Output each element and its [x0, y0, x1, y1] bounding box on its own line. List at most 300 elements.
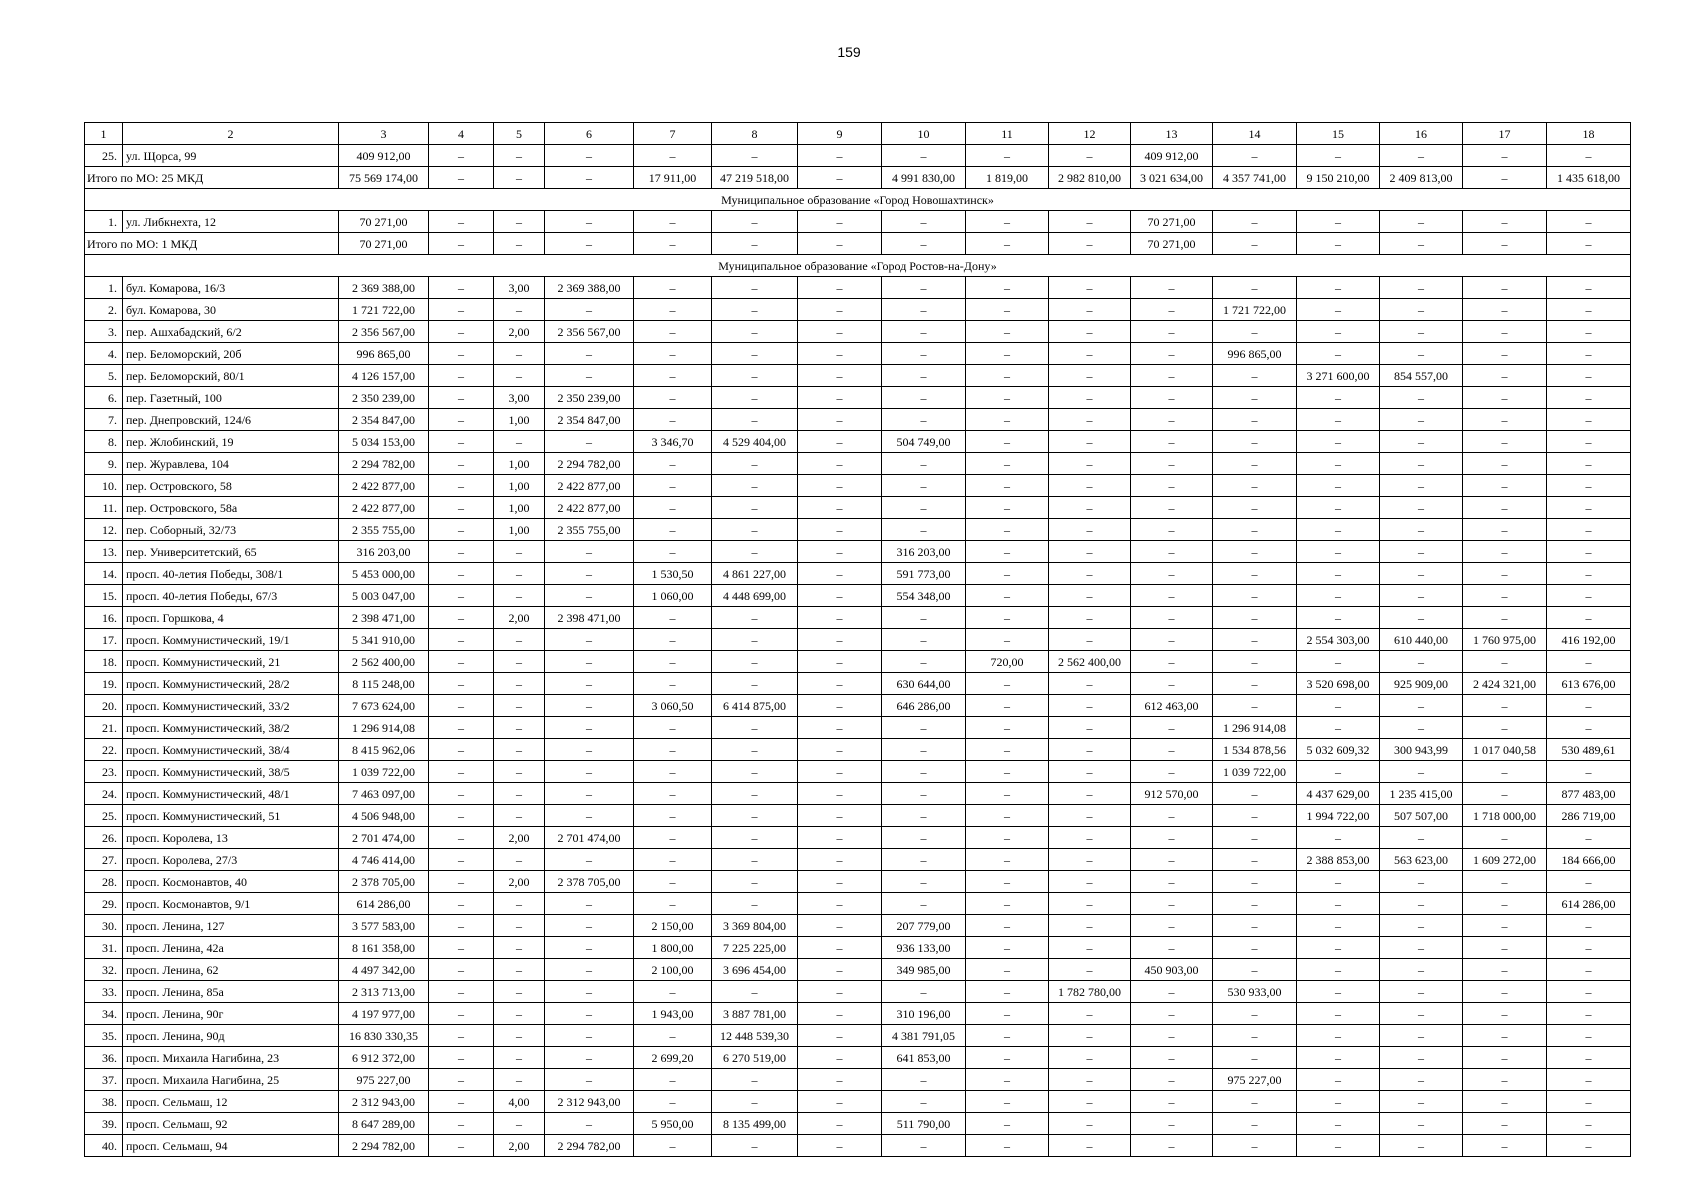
- value-cell: –: [882, 343, 966, 365]
- value-cell: –: [1297, 1091, 1380, 1113]
- table-row: [85, 629, 1631, 651]
- value-cell: –: [798, 651, 882, 673]
- value-cell: –: [1547, 365, 1631, 387]
- value-cell: –: [494, 211, 545, 233]
- value-cell: –: [1380, 497, 1463, 519]
- address-cell: пер. Ашхабадский, 6/2: [123, 321, 339, 343]
- value-cell: –: [545, 563, 634, 585]
- value-cell: –: [798, 673, 882, 695]
- address-cell: просп. Коммунистический, 38/5: [123, 761, 339, 783]
- row-number: 9.: [85, 453, 123, 475]
- value-cell: –: [1380, 871, 1463, 893]
- value-cell: –: [634, 629, 712, 651]
- value-cell: 591 773,00: [882, 563, 966, 585]
- value-cell: –: [1131, 431, 1213, 453]
- table-row: [85, 365, 1631, 387]
- value-cell: –: [966, 299, 1049, 321]
- value-cell: 2 701 474,00: [545, 827, 634, 849]
- value-cell: –: [1297, 937, 1380, 959]
- column-number: 7: [634, 123, 712, 145]
- row-number: 21.: [85, 717, 123, 739]
- value-cell: –: [798, 1091, 882, 1113]
- value-cell: –: [429, 849, 494, 871]
- value-cell: –: [1049, 849, 1131, 871]
- value-cell: –: [1463, 453, 1547, 475]
- value-cell: 2 699,20: [634, 1047, 712, 1069]
- value-cell: 8 415 962,06: [339, 739, 429, 761]
- value-cell: –: [1463, 871, 1547, 893]
- value-cell: –: [712, 1069, 798, 1091]
- value-cell: –: [966, 1003, 1049, 1025]
- value-cell: –: [1297, 761, 1380, 783]
- value-cell: –: [634, 299, 712, 321]
- value-cell: –: [1547, 277, 1631, 299]
- value-cell: –: [1380, 431, 1463, 453]
- value-cell: 8 647 289,00: [339, 1113, 429, 1135]
- value-cell: 4 126 157,00: [339, 365, 429, 387]
- value-cell: –: [545, 1003, 634, 1025]
- value-cell: –: [1463, 321, 1547, 343]
- value-cell: –: [1547, 827, 1631, 849]
- value-cell: –: [494, 959, 545, 981]
- value-cell: 996 865,00: [1213, 343, 1297, 365]
- value-cell: –: [1049, 761, 1131, 783]
- value-cell: –: [1213, 673, 1297, 695]
- value-cell: 2 378 705,00: [339, 871, 429, 893]
- value-cell: –: [1131, 1025, 1213, 1047]
- value-cell: –: [634, 739, 712, 761]
- value-cell: –: [1131, 739, 1213, 761]
- address-cell: просп. Михаила Нагибина, 25: [123, 1069, 339, 1091]
- value-cell: –: [882, 739, 966, 761]
- value-cell: –: [882, 497, 966, 519]
- value-cell: –: [1297, 1069, 1380, 1091]
- value-cell: –: [494, 981, 545, 1003]
- value-cell: –: [712, 717, 798, 739]
- value-cell: –: [1213, 233, 1297, 255]
- value-cell: 2 294 782,00: [339, 1135, 429, 1157]
- value-cell: –: [882, 211, 966, 233]
- value-cell: –: [1297, 717, 1380, 739]
- value-cell: –: [798, 475, 882, 497]
- value-cell: –: [429, 717, 494, 739]
- value-cell: –: [966, 739, 1049, 761]
- value-cell: –: [545, 343, 634, 365]
- value-cell: 8 115 248,00: [339, 673, 429, 695]
- value-cell: –: [545, 1025, 634, 1047]
- value-cell: 2 354 847,00: [339, 409, 429, 431]
- value-cell: –: [1213, 211, 1297, 233]
- value-cell: –: [429, 1091, 494, 1113]
- value-cell: –: [712, 453, 798, 475]
- value-cell: –: [966, 849, 1049, 871]
- value-cell: –: [545, 233, 634, 255]
- row-number: 35.: [85, 1025, 123, 1047]
- value-cell: –: [798, 365, 882, 387]
- value-cell: –: [1049, 453, 1131, 475]
- value-cell: –: [798, 937, 882, 959]
- value-cell: 2 356 567,00: [545, 321, 634, 343]
- value-cell: –: [1297, 431, 1380, 453]
- address-cell: пер. Газетный, 100: [123, 387, 339, 409]
- value-cell: –: [1213, 145, 1297, 167]
- row-number: 8.: [85, 431, 123, 453]
- value-cell: –: [1049, 1135, 1131, 1157]
- section-title: Муниципальное образование «Город Новошахтинск»: [85, 189, 1631, 211]
- value-cell: –: [429, 585, 494, 607]
- value-cell: 2 422 877,00: [339, 497, 429, 519]
- value-cell: 1 609 272,00: [1463, 849, 1547, 871]
- value-cell: –: [882, 365, 966, 387]
- value-cell: –: [1297, 1003, 1380, 1025]
- column-number: 18: [1547, 123, 1631, 145]
- row-number: 19.: [85, 673, 123, 695]
- value-cell: –: [798, 277, 882, 299]
- value-cell: –: [712, 365, 798, 387]
- value-cell: –: [494, 849, 545, 871]
- value-cell: –: [545, 981, 634, 1003]
- value-cell: 4 506 948,00: [339, 805, 429, 827]
- value-cell: –: [882, 145, 966, 167]
- value-cell: –: [966, 673, 1049, 695]
- value-cell: –: [429, 343, 494, 365]
- value-cell: –: [1380, 211, 1463, 233]
- value-cell: –: [494, 299, 545, 321]
- value-cell: –: [429, 959, 494, 981]
- value-cell: –: [1380, 761, 1463, 783]
- row-number: 13.: [85, 541, 123, 563]
- value-cell: –: [798, 343, 882, 365]
- value-cell: –: [966, 321, 1049, 343]
- value-cell: –: [966, 607, 1049, 629]
- table-row: [85, 211, 1631, 233]
- value-cell: 184 666,00: [1547, 849, 1631, 871]
- value-cell: –: [966, 409, 1049, 431]
- value-cell: –: [494, 717, 545, 739]
- value-cell: 1 943,00: [634, 1003, 712, 1025]
- value-cell: –: [545, 1069, 634, 1091]
- value-cell: –: [1131, 1069, 1213, 1091]
- value-cell: –: [429, 805, 494, 827]
- value-cell: –: [634, 277, 712, 299]
- value-cell: –: [634, 1091, 712, 1113]
- value-cell: 2 313 713,00: [339, 981, 429, 1003]
- table-row: [85, 673, 1631, 695]
- value-cell: –: [712, 805, 798, 827]
- row-number: 31.: [85, 937, 123, 959]
- total-row: [85, 233, 1631, 255]
- value-cell: –: [1463, 475, 1547, 497]
- column-number: 15: [1297, 123, 1380, 145]
- value-cell: –: [798, 541, 882, 563]
- value-cell: –: [1131, 1113, 1213, 1135]
- value-cell: –: [1131, 651, 1213, 673]
- value-cell: 1 060,00: [634, 585, 712, 607]
- value-cell: –: [1131, 717, 1213, 739]
- value-cell: –: [1049, 431, 1131, 453]
- address-cell: ул. Либкнехта, 12: [123, 211, 339, 233]
- value-cell: 613 676,00: [1547, 673, 1631, 695]
- value-cell: 925 909,00: [1380, 673, 1463, 695]
- capital-repair-table: [84, 122, 1631, 1157]
- value-cell: –: [545, 695, 634, 717]
- value-cell: 1 800,00: [634, 937, 712, 959]
- value-cell: –: [1297, 497, 1380, 519]
- value-cell: –: [1547, 497, 1631, 519]
- address-cell: просп. Ленина, 62: [123, 959, 339, 981]
- value-cell: –: [882, 827, 966, 849]
- value-cell: –: [1049, 563, 1131, 585]
- row-number: 26.: [85, 827, 123, 849]
- value-cell: –: [634, 717, 712, 739]
- value-cell: –: [1049, 387, 1131, 409]
- value-cell: –: [494, 1069, 545, 1091]
- value-cell: 17 911,00: [634, 167, 712, 189]
- value-cell: –: [1463, 365, 1547, 387]
- value-cell: 614 286,00: [1547, 893, 1631, 915]
- value-cell: 854 557,00: [1380, 365, 1463, 387]
- value-cell: –: [882, 1091, 966, 1113]
- value-cell: –: [1213, 959, 1297, 981]
- value-cell: –: [1213, 827, 1297, 849]
- value-cell: –: [1547, 695, 1631, 717]
- value-cell: –: [1297, 585, 1380, 607]
- column-number: 12: [1049, 123, 1131, 145]
- row-number: 18.: [85, 651, 123, 673]
- value-cell: –: [1380, 893, 1463, 915]
- value-cell: –: [634, 519, 712, 541]
- value-cell: –: [1547, 321, 1631, 343]
- value-cell: 1 435 618,00: [1547, 167, 1631, 189]
- value-cell: –: [712, 321, 798, 343]
- row-number: 37.: [85, 1069, 123, 1091]
- value-cell: –: [1049, 1069, 1131, 1091]
- value-cell: –: [1049, 739, 1131, 761]
- value-cell: –: [1049, 717, 1131, 739]
- value-cell: –: [1297, 1113, 1380, 1135]
- value-cell: –: [1049, 607, 1131, 629]
- row-number: 40.: [85, 1135, 123, 1157]
- value-cell: –: [798, 563, 882, 585]
- value-cell: –: [966, 343, 1049, 365]
- address-cell: просп. Королева, 13: [123, 827, 339, 849]
- value-cell: –: [545, 1113, 634, 1135]
- value-cell: –: [634, 453, 712, 475]
- value-cell: –: [798, 1069, 882, 1091]
- value-cell: –: [494, 937, 545, 959]
- value-cell: –: [429, 695, 494, 717]
- value-cell: –: [1049, 145, 1131, 167]
- column-number: 10: [882, 123, 966, 145]
- value-cell: –: [798, 497, 882, 519]
- value-cell: –: [1547, 607, 1631, 629]
- value-cell: –: [966, 937, 1049, 959]
- value-cell: 300 943,99: [1380, 739, 1463, 761]
- value-cell: –: [634, 541, 712, 563]
- value-cell: –: [882, 1069, 966, 1091]
- value-cell: –: [1131, 805, 1213, 827]
- value-cell: –: [882, 981, 966, 1003]
- value-cell: –: [1547, 1135, 1631, 1157]
- value-cell: –: [1297, 343, 1380, 365]
- value-cell: –: [1380, 1135, 1463, 1157]
- address-cell: пер. Университетский, 65: [123, 541, 339, 563]
- value-cell: –: [798, 431, 882, 453]
- value-cell: –: [798, 959, 882, 981]
- total-label: Итого по МО: 25 МКД: [85, 167, 339, 189]
- address-cell: бул. Комарова, 16/3: [123, 277, 339, 299]
- value-cell: –: [1297, 893, 1380, 915]
- column-number: 16: [1380, 123, 1463, 145]
- value-cell: –: [882, 717, 966, 739]
- value-cell: –: [712, 629, 798, 651]
- value-cell: –: [545, 651, 634, 673]
- row-number: 25.: [85, 805, 123, 827]
- value-cell: –: [712, 497, 798, 519]
- value-cell: –: [494, 761, 545, 783]
- value-cell: –: [798, 453, 882, 475]
- address-cell: просп. Коммунистический, 28/2: [123, 673, 339, 695]
- value-cell: –: [1131, 563, 1213, 585]
- value-cell: –: [1297, 387, 1380, 409]
- value-cell: –: [1049, 1091, 1131, 1113]
- value-cell: 2 369 388,00: [339, 277, 429, 299]
- value-cell: –: [712, 519, 798, 541]
- value-cell: –: [882, 387, 966, 409]
- value-cell: –: [1380, 1025, 1463, 1047]
- value-cell: –: [1131, 1003, 1213, 1025]
- row-number: 10.: [85, 475, 123, 497]
- value-cell: 1 017 040,58: [1463, 739, 1547, 761]
- value-cell: –: [798, 1113, 882, 1135]
- value-cell: –: [634, 849, 712, 871]
- value-cell: –: [1049, 211, 1131, 233]
- table-row: [85, 343, 1631, 365]
- value-cell: –: [545, 211, 634, 233]
- table-row: [85, 1135, 1631, 1157]
- value-cell: 310 196,00: [882, 1003, 966, 1025]
- value-cell: 2 424 321,00: [1463, 673, 1547, 695]
- value-cell: 641 853,00: [882, 1047, 966, 1069]
- value-cell: –: [1380, 475, 1463, 497]
- value-cell: –: [1547, 1003, 1631, 1025]
- value-cell: –: [966, 497, 1049, 519]
- value-cell: –: [1547, 651, 1631, 673]
- value-cell: 614 286,00: [339, 893, 429, 915]
- value-cell: –: [1380, 959, 1463, 981]
- value-cell: –: [429, 541, 494, 563]
- value-cell: –: [634, 607, 712, 629]
- value-cell: –: [1213, 1135, 1297, 1157]
- value-cell: –: [1380, 409, 1463, 431]
- row-number: 36.: [85, 1047, 123, 1069]
- value-cell: –: [494, 651, 545, 673]
- value-cell: –: [545, 805, 634, 827]
- value-cell: –: [1463, 431, 1547, 453]
- value-cell: 554 348,00: [882, 585, 966, 607]
- value-cell: –: [1547, 211, 1631, 233]
- value-cell: 2 355 755,00: [545, 519, 634, 541]
- value-cell: –: [882, 871, 966, 893]
- value-cell: –: [882, 629, 966, 651]
- value-cell: –: [712, 277, 798, 299]
- value-cell: –: [966, 211, 1049, 233]
- value-cell: 47 219 518,00: [712, 167, 798, 189]
- value-cell: 1 039 722,00: [339, 761, 429, 783]
- column-number: 2: [123, 123, 339, 145]
- address-cell: просп. Сельмаш, 12: [123, 1091, 339, 1113]
- value-cell: –: [1213, 607, 1297, 629]
- value-cell: –: [1131, 1135, 1213, 1157]
- value-cell: 8 135 499,00: [712, 1113, 798, 1135]
- value-cell: 2 294 782,00: [545, 453, 634, 475]
- value-cell: –: [1131, 1091, 1213, 1113]
- value-cell: –: [1380, 651, 1463, 673]
- value-cell: –: [966, 695, 1049, 717]
- value-cell: –: [1547, 541, 1631, 563]
- row-number: 7.: [85, 409, 123, 431]
- value-cell: –: [966, 145, 1049, 167]
- table-row: [85, 1069, 1631, 1091]
- value-cell: –: [1463, 233, 1547, 255]
- value-cell: –: [429, 629, 494, 651]
- value-cell: –: [1380, 1047, 1463, 1069]
- value-cell: 975 227,00: [1213, 1069, 1297, 1091]
- value-cell: 5 950,00: [634, 1113, 712, 1135]
- value-cell: –: [634, 651, 712, 673]
- value-cell: –: [545, 893, 634, 915]
- table-row: [85, 651, 1631, 673]
- value-cell: –: [798, 409, 882, 431]
- value-cell: –: [966, 761, 1049, 783]
- value-cell: 4 381 791,05: [882, 1025, 966, 1047]
- address-cell: пер. Беломорский, 20б: [123, 343, 339, 365]
- value-cell: –: [966, 981, 1049, 1003]
- value-cell: –: [1131, 299, 1213, 321]
- address-cell: просп. Горшкова, 4: [123, 607, 339, 629]
- value-cell: 2 701 474,00: [339, 827, 429, 849]
- value-cell: –: [1547, 981, 1631, 1003]
- value-cell: –: [1463, 695, 1547, 717]
- value-cell: –: [1213, 651, 1297, 673]
- value-cell: 3 369 804,00: [712, 915, 798, 937]
- value-cell: 630 644,00: [882, 673, 966, 695]
- value-cell: –: [634, 343, 712, 365]
- value-cell: 2 100,00: [634, 959, 712, 981]
- row-number: 11.: [85, 497, 123, 519]
- value-cell: –: [1049, 233, 1131, 255]
- value-cell: –: [1049, 299, 1131, 321]
- value-cell: –: [1049, 343, 1131, 365]
- row-number: 33.: [85, 981, 123, 1003]
- table-row: [85, 453, 1631, 475]
- value-cell: –: [966, 431, 1049, 453]
- value-cell: 2,00: [494, 321, 545, 343]
- address-cell: просп. Коммунистический, 48/1: [123, 783, 339, 805]
- value-cell: –: [1380, 343, 1463, 365]
- value-cell: –: [1463, 893, 1547, 915]
- address-cell: просп. Ленина, 127: [123, 915, 339, 937]
- table-row: [85, 827, 1631, 849]
- value-cell: –: [634, 1135, 712, 1157]
- value-cell: –: [1131, 1047, 1213, 1069]
- value-cell: –: [1297, 651, 1380, 673]
- section-header-row: [85, 255, 1631, 277]
- value-cell: –: [429, 981, 494, 1003]
- value-cell: –: [966, 1047, 1049, 1069]
- value-cell: 1 819,00: [966, 167, 1049, 189]
- value-cell: –: [545, 783, 634, 805]
